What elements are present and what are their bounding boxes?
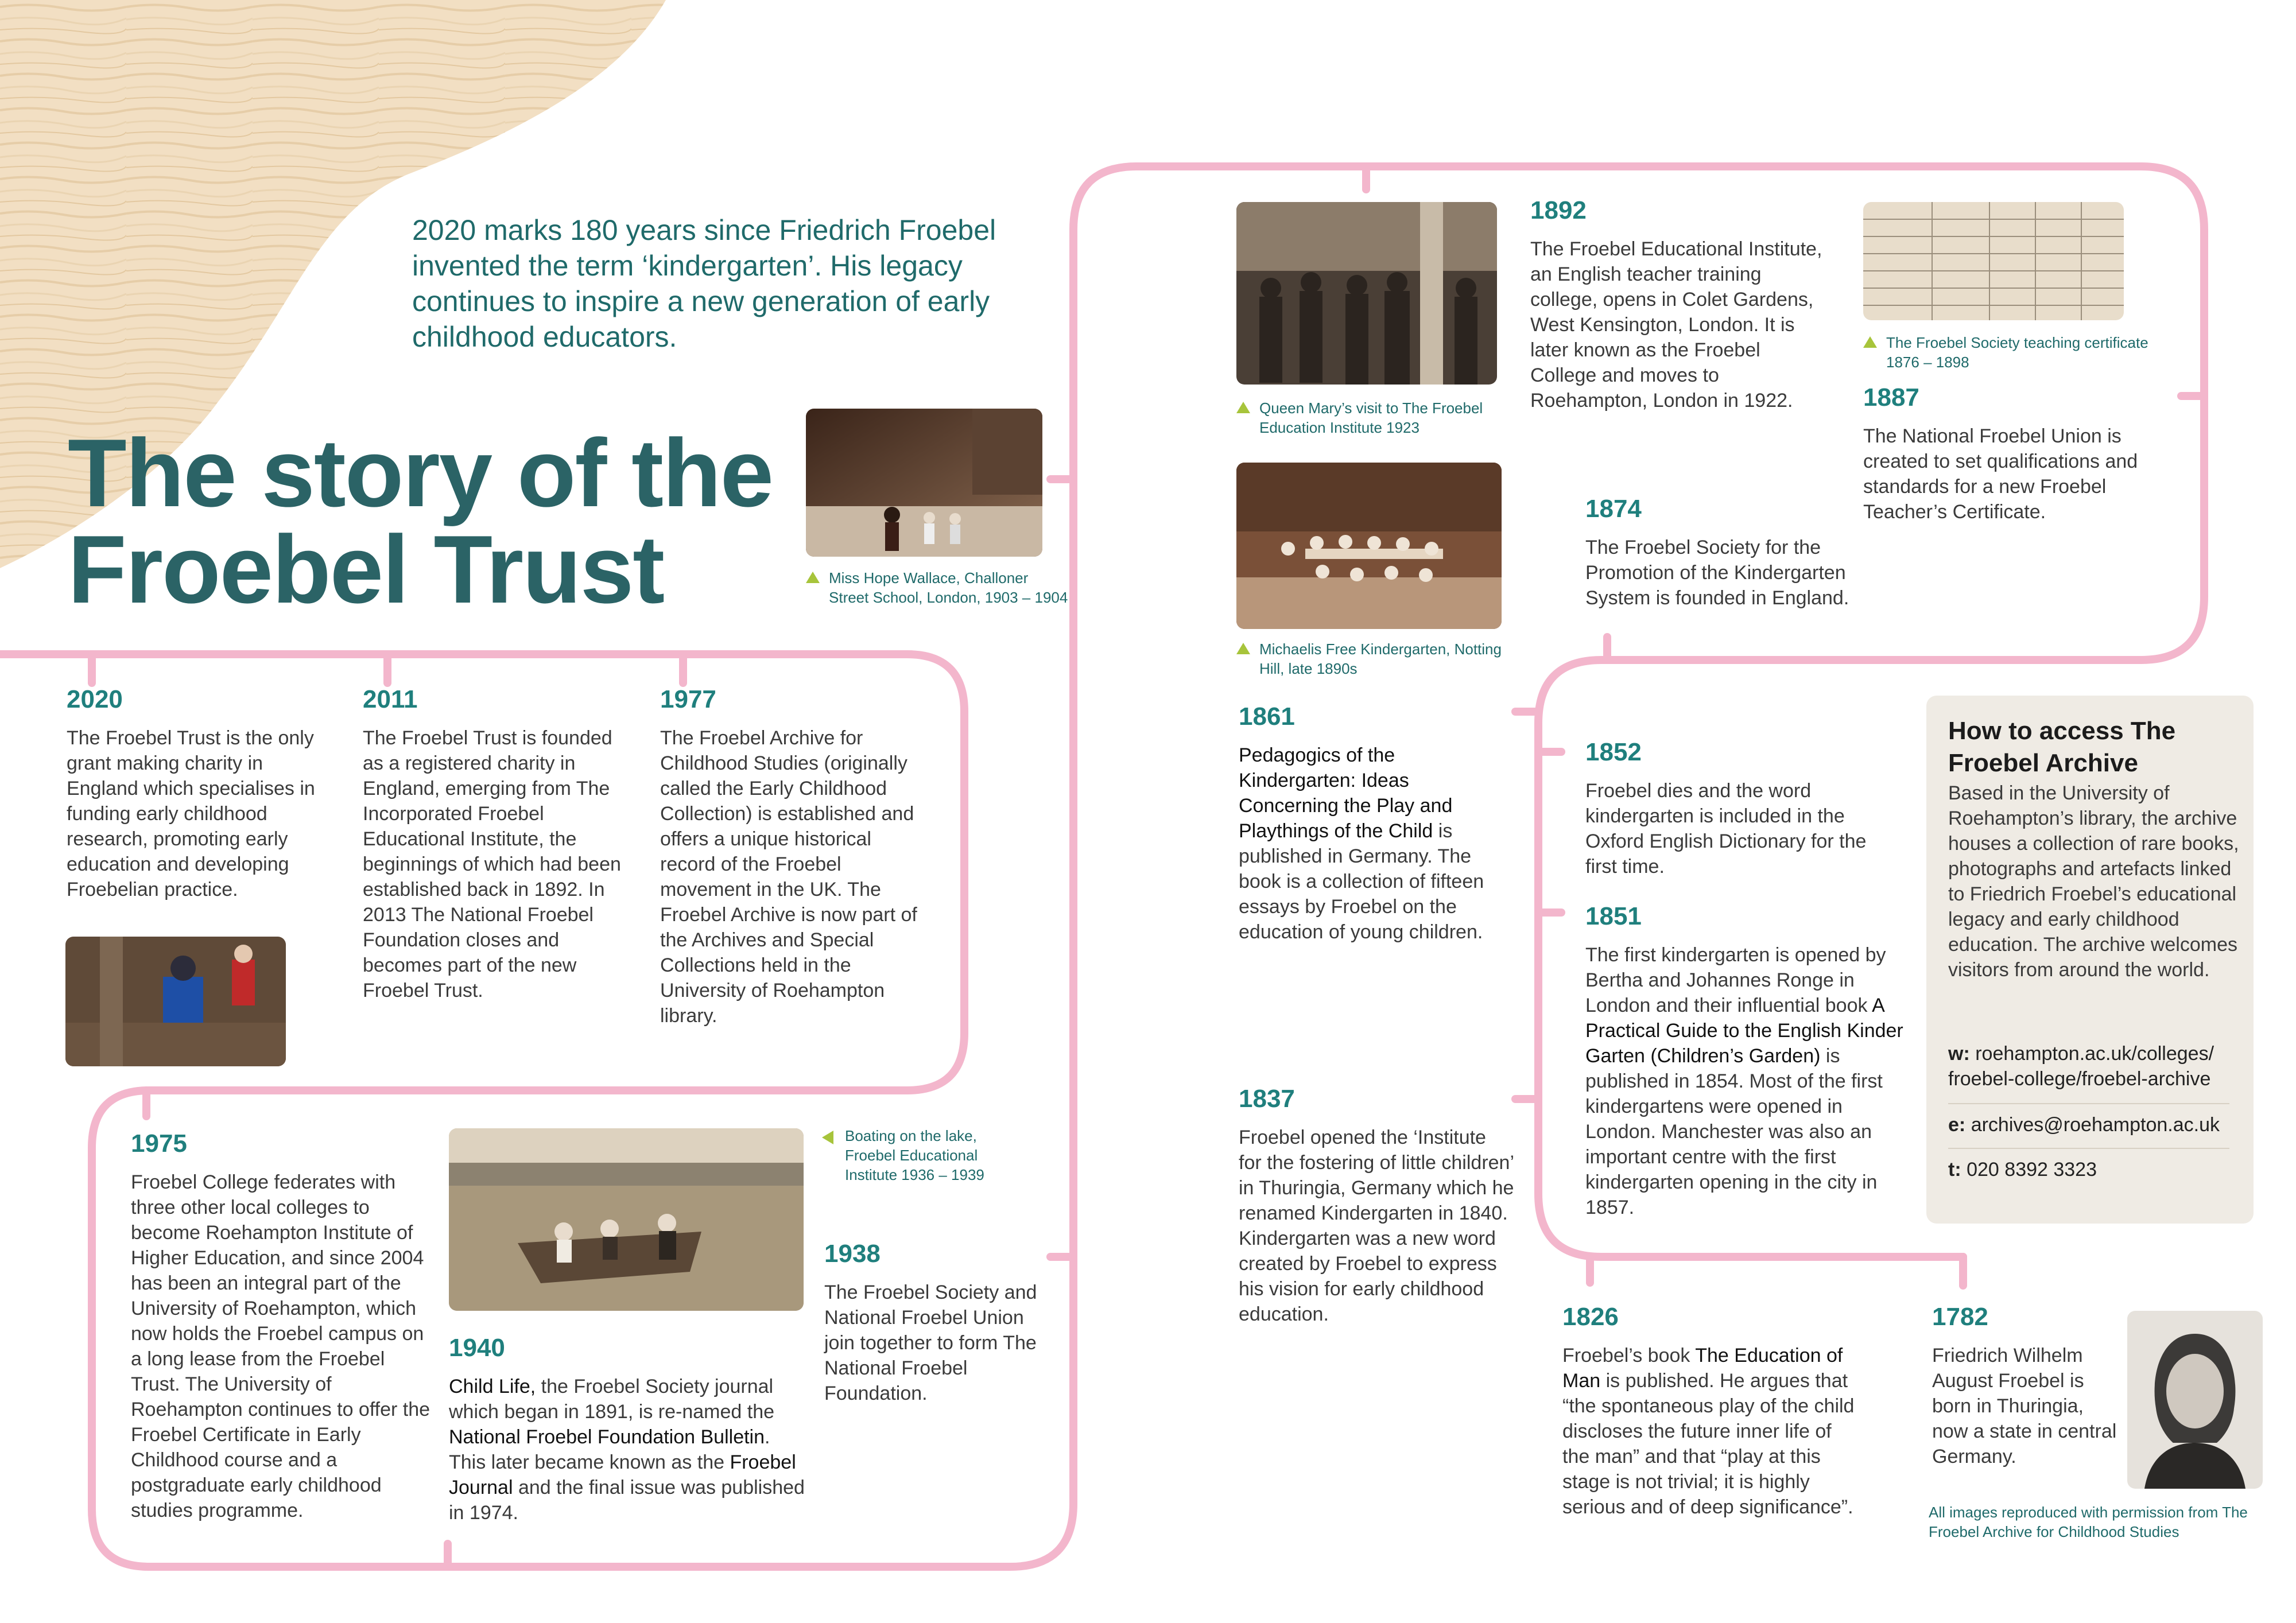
divider xyxy=(1948,1103,2229,1104)
access-body: Based in the University of Roehampton’s library, the archive houses a collection of rare books, photographs and artefacts linked to Friedrich Froebel’s educational legacy and early childhood education. The archive welcomes visitors from around the world. xyxy=(1948,782,2239,981)
event-2020-text: The Froebel Trust is the only grant making charity in England which specialises in funding early childhood research, promoting early education and developing Froebelian practice. xyxy=(67,727,315,900)
caption-hope-wallace: Miss Hope Wallace, Challoner Street School, London, 1903 – 1904 xyxy=(806,568,1070,607)
event-2011-text: The Froebel Trust is founded as a registered charity in England, emerging from The Incorporated Froebel Educational Institute, the beginnings of which had been established back in 1892. In 2013 The National Froebel Foundation closes and becomes part of the new Froebel Trust. xyxy=(363,727,621,1001)
year-1874: 1874 xyxy=(1585,495,1642,523)
intro-text: 2020 marks 180 years since Friedrich Froebel invented the term ‘kindergarten’. His legacy continues to inspire a new generation of early childhood educators. xyxy=(412,214,996,353)
year-1940: 1940 xyxy=(449,1334,505,1362)
year-1852: 1852 xyxy=(1585,738,1642,766)
archive-access-panel xyxy=(1926,696,2254,1224)
access-email[interactable]: e: archives@roehampton.ac.uk xyxy=(1948,1114,2220,1136)
year-1887: 1887 xyxy=(1863,383,1919,411)
event-1861-text: Pedagogics of the Kindergarten: Ideas Concerning the Play and Playthings of the Child is published in Germany. The book is a collection of fifteen essays by Froebel on the education of young children. xyxy=(1239,744,1484,943)
year-1837: 1837 xyxy=(1239,1085,1295,1113)
event-1826-text: Froebel’s book The Education of Man is published. He argues that “the spontaneous play of the child discloses the future inner life of the man” and that “play at this stage is not trivial; it is highly serious and of deep significance”. xyxy=(1562,1345,1855,1518)
hope-wallace-photo xyxy=(806,409,1042,557)
access-phone[interactable]: t: 020 8392 3323 xyxy=(1948,1159,2097,1181)
year-1851: 1851 xyxy=(1585,902,1642,930)
title-line-1: The story of the xyxy=(68,419,773,527)
caption-certificate: The Froebel Society teaching certificate 1876 – 1898 xyxy=(1863,333,2150,372)
certificate-photo xyxy=(1863,202,2124,320)
event-1977-text: The Froebel Archive for Childhood Studies (originally called the Early Childhood Collection) is established and offers a unique historical record of the Froebel movement in the UK. The Froebel Archive is now part of the Archives and Special Collections held in the University of Roehampton library. xyxy=(660,727,917,1027)
event-1874-text: The Froebel Society for the Promotion of the Kindergarten System is founded in England. xyxy=(1585,537,1849,609)
caption-michaelis: Michaelis Free Kindergarten, Notting Hill, late 1890s xyxy=(1236,639,1529,678)
caption-boating: Boating on the lake, Froebel Educational Institute 1936 – 1939 xyxy=(822,1126,1017,1185)
event-1852-text: Froebel dies and the word kindergarten is included in the Oxford English Dictionary for the first time. xyxy=(1585,780,1867,877)
year-1782: 1782 xyxy=(1932,1303,1988,1331)
year-1826: 1826 xyxy=(1562,1303,1619,1331)
year-2020: 2020 xyxy=(67,685,123,713)
divider xyxy=(1948,1148,2229,1149)
year-1975: 1975 xyxy=(131,1129,187,1158)
event-1851-text: The first kindergarten is opened by Bertha and Johannes Ronge in London and their influential book A Practical Guide to the English Kinder Garten (Children’s Garden) is published in 1854. Most of the first kindergartens were opened in London. Manchester was also an important centre with the first kindergarten opening in the city in 1857. xyxy=(1585,944,1903,1218)
event-1837-text: Froebel opened the ‘Institute for the fostering of little children’ in Thuringia, Germany which he renamed Kindergarten in 1840. Kindergarten was a new word created by Froebel to express his vision for early childhood education. xyxy=(1239,1127,1514,1325)
access-heading: How to access The Froebel Archive xyxy=(1948,717,2176,777)
year-2011: 2011 xyxy=(363,685,418,713)
boating-photo xyxy=(449,1128,804,1311)
event-1940-text: Child Life, the Froebel Society journal which began in 1891, is re-named the National Froebel Foundation Bulletin. This later became known as the Froebel Journal and the final issue was published in 1974. xyxy=(449,1376,805,1524)
access-website[interactable]: w: roehampton.ac.uk/colleges/ froebel-college/froebel-archive xyxy=(1948,1043,2214,1090)
title-line-2: Froebel Trust xyxy=(68,515,664,623)
event-1887-text: The National Froebel Union is created to set qualifications and standards for a new Froebel Teacher’s Certificate. xyxy=(1863,425,2138,523)
image-credit: All images reproduced with permission from The Froebel Archive for Childhood Studies xyxy=(1929,1504,2248,1540)
year-1938: 1938 xyxy=(824,1240,881,1268)
queen-mary-photo xyxy=(1236,202,1497,385)
year-1892: 1892 xyxy=(1530,196,1587,224)
froebel-portrait xyxy=(2127,1311,2263,1489)
year-1977: 1977 xyxy=(660,685,716,713)
children-forest-photo xyxy=(65,937,286,1066)
event-1975-text: Froebel College federates with three other local colleges to become Roehampton Institute of Higher Education, and since 2004 has been an integral part of the University of Roehampton, which now holds the Froebel campus on a long lease from the Froebel Trust. The University of Roehampton continues to offer the Froebel Certificate in Early Childhood course and a postgraduate early childhood studies programme. xyxy=(131,1171,430,1521)
page-title xyxy=(68,419,773,623)
event-1892-text: The Froebel Educational Institute, an English teacher training college, opens in Colet Gardens, West Kensington, London. It is later known as the Froebel College and moves to Roehampton, London in 1922. xyxy=(1530,238,1822,411)
event-1938-text: The Froebel Society and National Froebel Union join together to form The National Froebel Foundation. xyxy=(824,1282,1037,1404)
year-1861: 1861 xyxy=(1239,702,1295,731)
michaelis-photo xyxy=(1236,463,1502,629)
event-1782-text: Friedrich Wilhelm August Froebel is born in Thuringia, now a state in central Germany. xyxy=(1932,1345,2117,1467)
caption-queen-mary: Queen Mary’s visit to The Froebel Education Institute 1923 xyxy=(1236,398,1523,437)
